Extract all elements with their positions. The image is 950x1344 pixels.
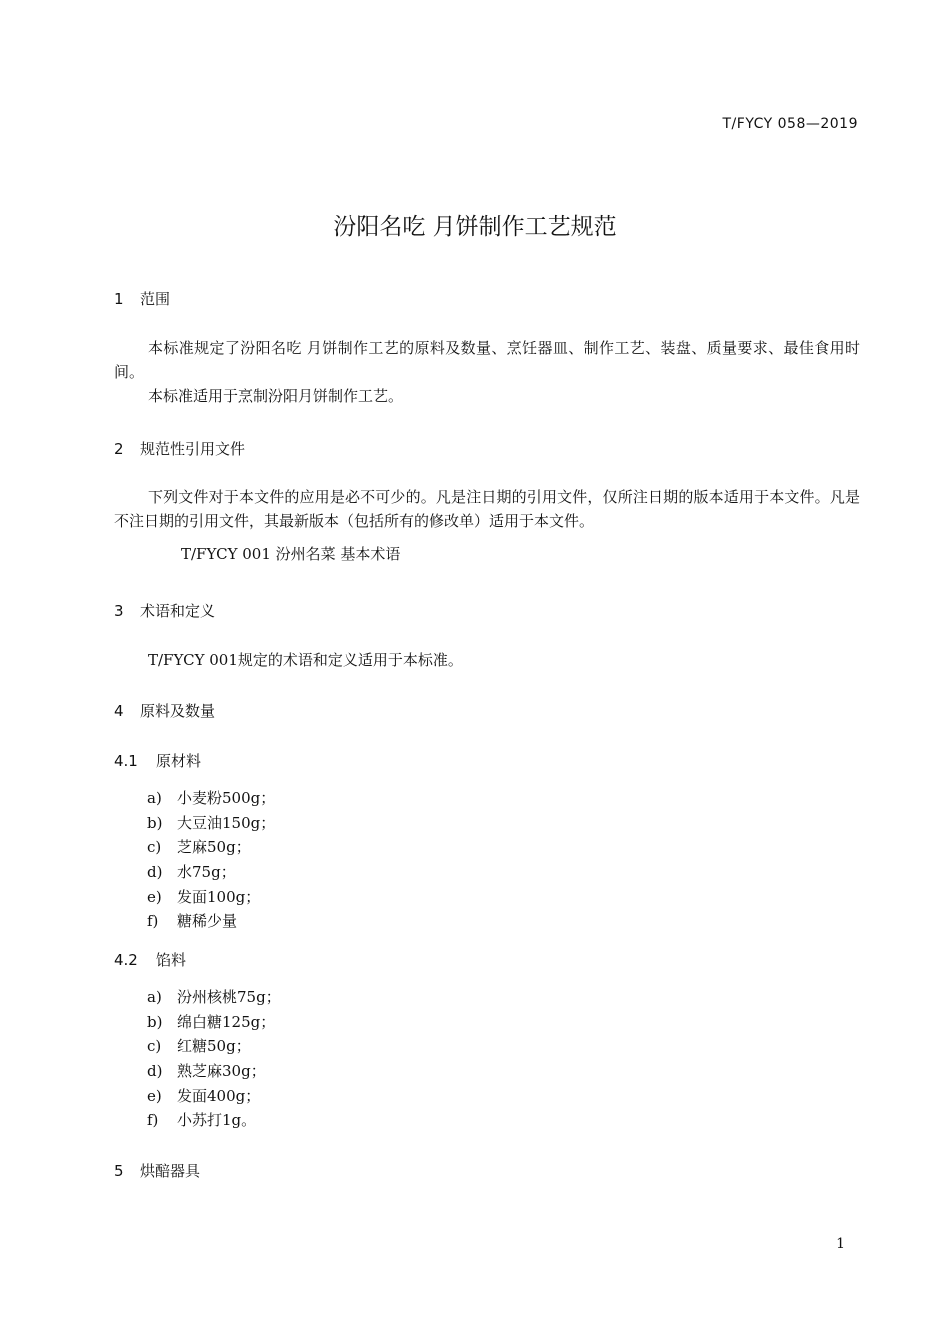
section-1-heading: [114, 288, 170, 309]
list-label: a): [147, 988, 162, 1006]
list-label: c): [147, 838, 162, 856]
section-number: 2: [114, 440, 124, 458]
section-title: 原料及数量: [140, 702, 216, 720]
list-text: 大豆油150g；: [177, 814, 276, 832]
list-label: e): [147, 1087, 162, 1105]
list-label: e): [147, 888, 162, 906]
list-text: 发面400g；: [177, 1087, 261, 1105]
list-text: 绵白糖125g；: [177, 1013, 276, 1031]
section-3-paragraph-1: T/FYCY 001规定的术语和定义适用于本标准。: [148, 651, 463, 669]
section-2-paragraph-1: 下列文件对于本文件的应用是必不可少的。凡是注日期的引用文件，仅所注日期的版本适用于本文件。凡是不注日期的引用文件，其最新版本（包括所有的修改单）适用于本文件。: [114, 488, 860, 530]
subsection-title: 原材料: [156, 752, 202, 770]
list-item: [147, 1011, 275, 1032]
section-title: 烘醅器具: [140, 1162, 201, 1180]
section-number: 5: [114, 1162, 124, 1180]
subsection-4-2-heading: [114, 949, 186, 970]
normative-reference: T/FYCY 001 汾州名菜 基本术语: [181, 545, 401, 563]
list-text: 发面100g；: [177, 888, 261, 906]
list-text: 小麦粉500g；: [177, 789, 276, 807]
list-item: [147, 1060, 266, 1081]
list-label: b): [147, 1013, 163, 1031]
list-text: 芝麻50g；: [177, 838, 251, 856]
page-number: 1: [836, 1236, 845, 1252]
section-2-heading: [114, 438, 245, 459]
list-item: [147, 1085, 260, 1106]
section-title: 规范性引用文件: [140, 440, 246, 458]
section-title: 术语和定义: [140, 602, 216, 620]
section-title: 范围: [140, 290, 171, 308]
list-label: d): [147, 863, 163, 881]
document-number: T/FYCY 058—2019: [722, 116, 858, 132]
subsection-number: 4.2: [114, 951, 138, 969]
list-item: [147, 861, 236, 882]
list-label: f): [147, 912, 159, 930]
list-item: [147, 1109, 256, 1130]
list-item: [147, 1035, 251, 1056]
list-item: [147, 886, 260, 907]
section-1-paragraph-2: 本标准适用于烹制汾阳月饼制作工艺。: [148, 387, 404, 405]
list-label: d): [147, 1062, 163, 1080]
section-5-heading: [114, 1160, 200, 1181]
section-number: 3: [114, 602, 124, 620]
list-item: [147, 836, 251, 857]
list-text: 糖稀少量: [177, 912, 238, 930]
list-item: [147, 812, 275, 833]
subsection-number: 4.1: [114, 752, 138, 770]
section-4-heading: [114, 700, 215, 721]
list-item: [147, 986, 281, 1007]
list-text: 水75g；: [177, 863, 236, 881]
list-label: f): [147, 1111, 159, 1129]
section-1-paragraph-1: 本标准规定了汾阳名吃 月饼制作工艺的原料及数量、烹饪器皿、制作工艺、装盘、质量要求、最佳食用时间。: [114, 339, 860, 381]
list-text: 汾州核桃75g；: [177, 988, 281, 1006]
list-label: b): [147, 814, 163, 832]
list-item: [147, 787, 275, 808]
document-title: 汾阳名吃 月饼制作工艺规范: [333, 214, 617, 240]
subsection-4-1-heading: [114, 750, 201, 771]
section-number: 4: [114, 702, 124, 720]
section-number: 1: [114, 290, 124, 308]
list-text: 红糖50g；: [177, 1037, 251, 1055]
section-3-heading: [114, 600, 215, 621]
list-item: [147, 910, 237, 931]
list-label: c): [147, 1037, 162, 1055]
list-label: a): [147, 789, 162, 807]
subsection-title: 馅料: [156, 951, 187, 969]
list-text: 熟芝麻30g；: [177, 1062, 266, 1080]
list-text: 小苏打1g。: [177, 1111, 257, 1129]
